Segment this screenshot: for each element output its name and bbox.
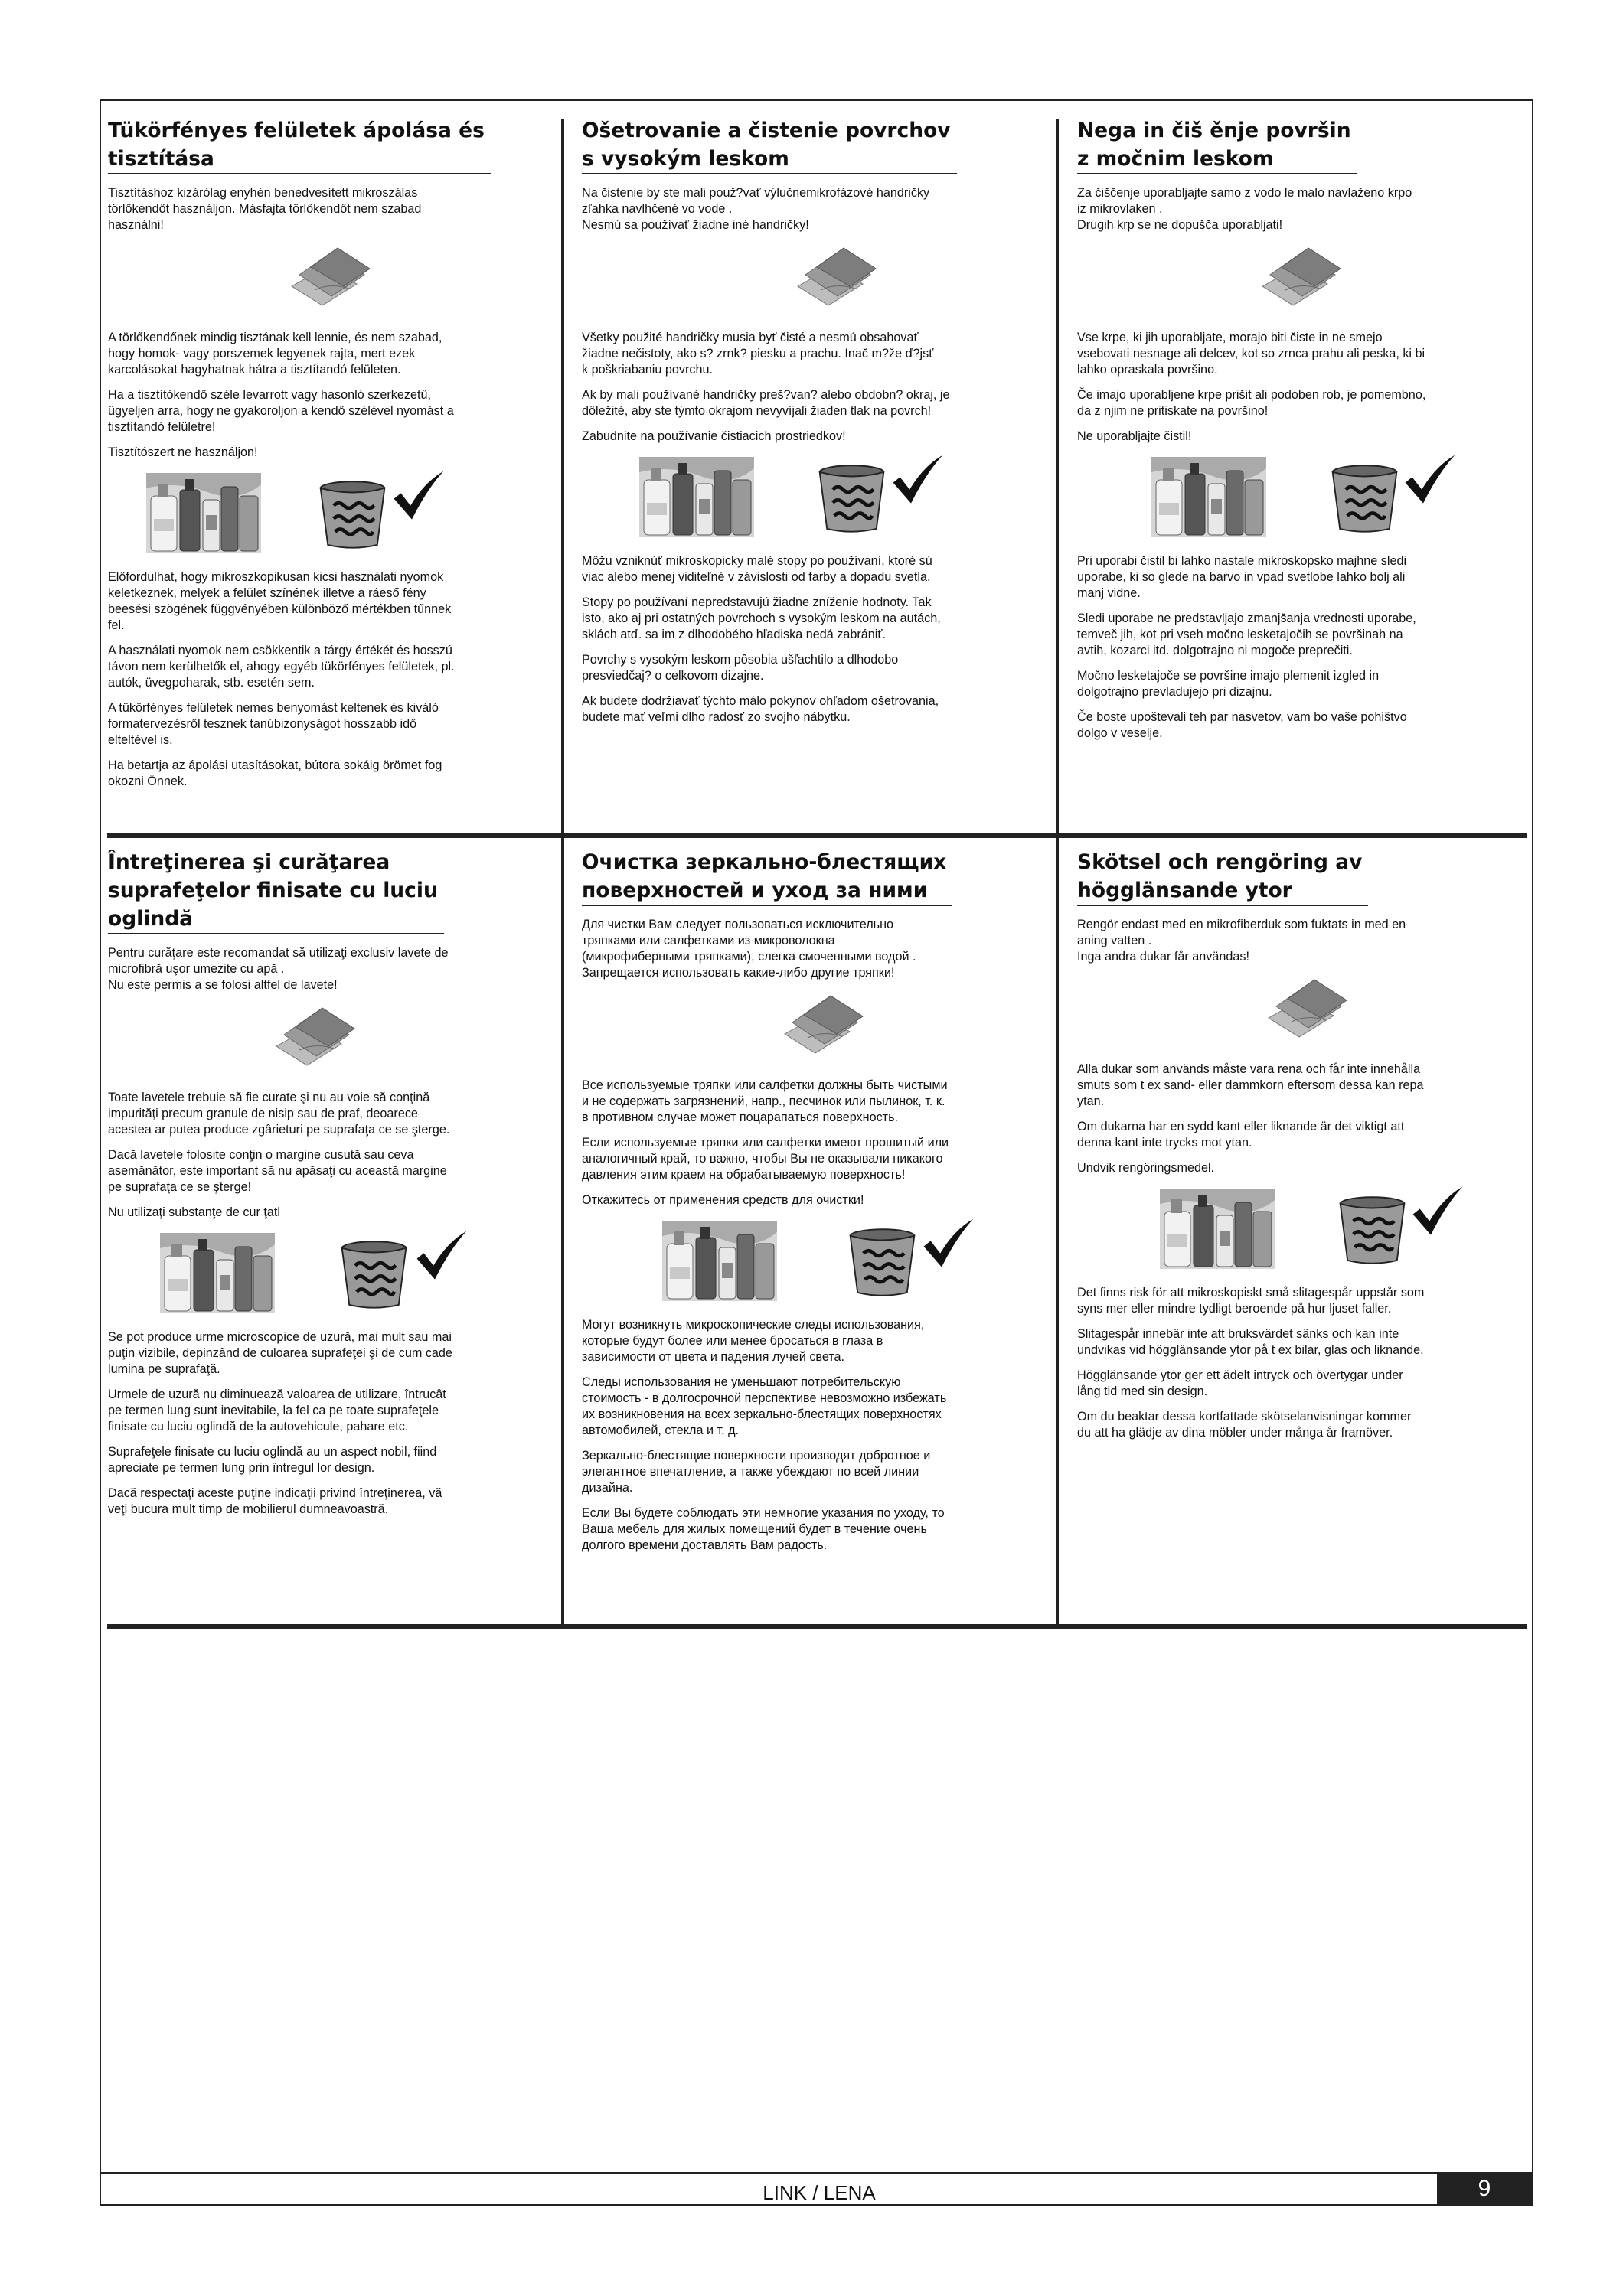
checkmark-icon	[890, 452, 945, 507]
section-title: Очистка зеркально-блестящих поверхностей и уход за ними	[582, 848, 1049, 906]
cleaning-figure	[1077, 452, 1529, 546]
paragraph: Povrchy s vysokým leskom pôsobia ušľachtilo a dlhodobo presviedčaj? o celkovom dizajne.	[582, 653, 899, 683]
microfiber-cloth-icon	[1261, 976, 1353, 1052]
cloth-figure	[1077, 241, 1529, 324]
paragraph: Slitagespår innebär inte att bruksvärdet sänks och kan inte undvikas vid högglänsande ytor på t ex bilar, glas och liknande.	[1077, 1327, 1424, 1357]
section-title: Ošetrovanie a čistenie povrchov s vysokým leskom	[582, 116, 1049, 174]
paragraph: A törlőkendőnek mindig tisztának kell lennie, és nem szabad, hogy homok- vagy porszemek legyenek rajta, mert ezek karcolásokat hagyhatnak hátra a tisztítandó felületen.	[108, 331, 442, 377]
paragraph: Если используемые тряпки или салфетки имеют прошитый или аналогичный край, то важно, чтобы Вы не оказывали никакого давления этим краем на обрабатываемую поверхность!	[582, 1136, 949, 1182]
section-swedish	[1077, 848, 1529, 1621]
cleaning-products-icon	[662, 1221, 777, 1301]
paragraph: Om du beaktar dessa kortfattade skötselanvisningar kommer du att ha glädje av dina möbler under många år framöver.	[1077, 1410, 1412, 1440]
divider-vertical-4	[1056, 838, 1059, 1629]
paragraph: Зеркально-блестящие поверхности производят добротное и элегантное впечатление, а также убеждают по всей линии дизайна.	[582, 1449, 931, 1495]
paragraph: Alla dukar som används måste vara rena och får inte innehålla smuts som t ex sand- eller dammkorn eftersom dessa kan repa ytan.	[1077, 1062, 1424, 1108]
cleaning-figure	[108, 468, 556, 562]
cleaning-figure	[108, 1228, 556, 1322]
paragraph: Ha a tisztítókendő széle levarrott vagy hasonló szerkezetű, ügyeljen arra, hogy ne gyakoroljon a kendő szélével nyomást a tisztítandó felületre!	[108, 388, 454, 434]
cloth-figure	[108, 241, 556, 324]
warning-text: Tisztítószert ne használjon!	[108, 445, 258, 459]
section-slovak	[582, 116, 1049, 828]
paragraph: A tükörfényes felületek nemes benyomást keltenek és kiváló formatervezésről tesznek tanúbizonyságot hosszabb idő elteltével is.	[108, 701, 439, 747]
cleaning-products-icon	[1151, 457, 1266, 537]
paragraph: Stopy po používaní nepredstavujú žiadne zníženie hodnoty. Tak isto, ako aj pri ostatných povrchoch s vysokým leskom na autách, sklách atď. sa im z dlhodobého hľadiska nedá zabrániť.	[582, 595, 941, 641]
intro-text: Для чистки Вам следует пользоваться исключительно тряпками или салфетками из микроволокна (микрофиберными тряпками), слегка смоченными водой . Запрещается использовать какие-либо другие тряпки!	[582, 918, 916, 980]
paragraph: Ak by mali používané handričky preš?van? alebo obdobn? okraj, je dôležité, aby ste týmto okrajom nevyvíjali žiaden tlak na povrch!	[582, 388, 950, 418]
paragraph: Če imajo uporabljene krpe prišit ali podoben rob, je pomembno, da z njim ne pritiskate na površino!	[1077, 388, 1426, 418]
checkmark-icon	[1410, 1184, 1465, 1239]
cleaning-figure	[582, 452, 1049, 546]
paragraph: Vse krpe, ki jih uporabljate, morajo biti čiste in ne smejo vsebovati nesnage ali delcev, kot so zrnca prahu ali peska, ki bi lahko opraskala površino.	[1077, 331, 1425, 377]
checkmark-icon	[391, 468, 446, 523]
paragraph: A használati nyomok nem csökkentik a tárgy értékét és hosszú távon nem kerülhetők el, ahogy egyéb tükörfényes felületek, pl. autók, üvegpoharak, stb. esetén sem.	[108, 644, 455, 690]
cleaning-figure	[582, 1216, 1049, 1309]
intro-text: Za čiščenje uporabljajte samo z vodo le malo navlaženo krpo iz mikrovlaken . Drugih krp se ne dopušča uporabljati!	[1077, 186, 1412, 232]
paragraph: Môžu vzniknúť mikroskopicky malé stopy po používaní, ktoré sú viac alebo menej viditeľné v závislosti od farby a dopadu svetla.	[582, 554, 932, 584]
section-romanian	[108, 848, 556, 1621]
paragraph: Все используемые тряпки или салфетки должны быть чистыми и не содержать загрязнений, напр., песчинок или пылинок, т. к. в противном случае может поцарапаться поверхность.	[582, 1078, 948, 1124]
warning-text: Zabudnite na používanie čistiacich prostriedkov!	[582, 429, 846, 443]
section-russian	[582, 848, 1049, 1621]
cloth-figure	[1077, 973, 1529, 1055]
paragraph: Pri uporabi čistil bi lahko nastale mikroskopsko majhne sledi uporabe, ki so glede na barvo in vpad svetlobe lahko bolj ali manj vidne.	[1077, 554, 1407, 600]
cleaning-products-icon	[146, 473, 261, 553]
paragraph: Sledi uporabe ne predstavljajo zmanjšanja vrednosti uporabe, temveč jih, kot pri vseh močno lesketajočih se površinah na avtih, kozarci itd. dolgotrajno ni mogoče preprečiti.	[1077, 612, 1416, 657]
paragraph: Högglänsande ytor ger ett ädelt intryck och övertygar under lång tid med sin design.	[1077, 1368, 1403, 1398]
warning-text: Nu utilizaţi substanţe de cur ţatl	[108, 1205, 280, 1219]
cleaning-figure	[1077, 1184, 1529, 1277]
water-bucket-icon	[815, 460, 888, 536]
water-bucket-icon	[1336, 1192, 1409, 1268]
microfiber-cloth-icon	[777, 992, 869, 1068]
divider-vertical-1	[561, 119, 564, 836]
paragraph: Могут возникнуть микроскопические следы использования, которые будут более или менее бросаться в глаза в зависимости от цвета и падения лучей света.	[582, 1318, 925, 1364]
cloth-figure	[108, 1001, 556, 1084]
section-title: Tükörfényes felületek ápolása és tisztítása	[108, 116, 556, 174]
intro-text: Tisztításhoz kizárólag enyhén benedvesített mikroszálas törlőkendőt használjon. Másfajta törlőkendőt nem szabad használni!	[108, 186, 422, 232]
warning-text: Откажитесь от применения средств для очистки!	[582, 1193, 864, 1207]
cleaning-products-icon	[639, 457, 754, 537]
paragraph: Dacă respectaţi aceste puţine indicaţii privind întreţinerea, vă veţi bucura mult timp de mobilierul dumneavoastră.	[108, 1486, 442, 1516]
divider-horizontal-1	[107, 833, 1527, 838]
paragraph: Следы использования не уменьшают потребительскую стоимость - в долгосрочной перспективе невозможно избежать их возникновения на всех зеркально-блестящих поверхностях автомобилей, стекла и т. д.	[582, 1375, 947, 1437]
paragraph: Ak budete dodržiavať týchto málo pokynov ohľadom ošetrovania, budete mať veľmi dlho radosť zo svojho nábytku.	[582, 694, 939, 724]
paragraph: Если Вы будете соблюдать эти немногие указания по уходу, то Ваша мебель для жилых помещений будет в течение очень долгого времени доставлять Вам радость.	[582, 1506, 945, 1552]
cloth-figure	[582, 241, 1049, 324]
cloth-figure	[582, 989, 1049, 1071]
divider-vertical-3	[561, 838, 564, 1629]
section-title: Skötsel och rengöring av högglänsande ytor	[1077, 848, 1529, 906]
cleaning-products-icon	[160, 1233, 275, 1313]
warning-text: Undvik rengöringsmedel.	[1077, 1161, 1215, 1175]
page-number: 9	[1437, 2174, 1532, 2204]
paragraph: Om dukarna har en sydd kant eller liknande är det viktigt att denna kant inte trycks mot ytan.	[1077, 1120, 1405, 1150]
paragraph: Dacă lavetele folosite conţin o margine cusută sau ceva asemănător, este important să nu apăsaţi cu această margine pe suprafaţa ce se şterge!	[108, 1148, 447, 1194]
water-bucket-icon	[316, 476, 389, 553]
cleaning-products-icon	[1160, 1189, 1275, 1269]
divider-horizontal-2	[107, 1624, 1527, 1629]
water-bucket-icon	[846, 1224, 919, 1300]
intro-text: Pentru curăţare este recomandat să utilizaţi exclusiv lavete de microfibră uşor umezite cu apă . Nu este permis a se folosi altfel de lavete!	[108, 946, 449, 992]
microfiber-cloth-icon	[269, 1004, 361, 1081]
paragraph: Močno lesketajoče se površine imajo plemenit izgled in dolgotrajno prevladujejo pri dizajnu.	[1077, 669, 1380, 699]
intro-text: Rengör endast med en mikrofiberduk som fuktats in med en aning vatten . Inga andra dukar får användas!	[1077, 918, 1406, 964]
water-bucket-icon	[338, 1236, 410, 1313]
section-hungarian	[108, 116, 556, 828]
paragraph: Det finns risk för att mikroskopiskt små slitagespår uppstår som syns mer eller mindre tydligt beroende på hur ljuset faller.	[1077, 1286, 1425, 1316]
microfiber-cloth-icon	[284, 244, 376, 321]
checkmark-icon	[1403, 452, 1458, 507]
paragraph: Urmele de uzură nu diminuează valoarea de utilizare, întrucât pe termen lung sunt inevitabile, la fel ca pe toate suprafeţele finisate cu luciu oglindă de la autovehicule, pahare etc.	[108, 1388, 446, 1433]
water-bucket-icon	[1328, 460, 1401, 536]
section-slovenian	[1077, 116, 1529, 828]
checkmark-icon	[921, 1216, 976, 1271]
intro-text: Na čistenie by ste mali použ?vať výlučnemikrofázové handričky zľahka navlhčené vo vode . Nesmú sa používať žiadne iné handričky!	[582, 186, 930, 232]
divider-vertical-2	[1056, 119, 1059, 836]
microfiber-cloth-icon	[1255, 244, 1347, 321]
paragraph: Če boste upoštevali teh par nasvetov, vam bo vaše pohištvo dolgo v veselje.	[1077, 710, 1407, 740]
section-title: Nega in čiš ěnje površin z močnim leskom	[1077, 116, 1529, 174]
microfiber-cloth-icon	[790, 244, 882, 321]
warning-text: Ne uporabljajte čistil!	[1077, 429, 1192, 443]
paragraph: Ha betartja az ápolási utasításokat, bútora sokáig örömet fog okozni Önnek.	[108, 758, 442, 788]
paragraph: Se pot produce urme microscopice de uzură, mai mult sau mai puţin vizibile, depinzând de culoarea suprafeţei şi de cum cade lumina pe suprafaţă.	[108, 1330, 452, 1376]
footer-divider	[100, 2172, 1533, 2174]
paragraph: Toate lavetele trebuie să fie curate şi nu au voie să conţină impurităţi precum granule de nisip sau de praf, deoarece acestea ar putea produce zgârieturi pe suprafaţa ce se şterge.	[108, 1091, 450, 1137]
paragraph: Všetky použité handričky musia byť čisté a nesmú obsahovať žiadne nečistoty, ako s? zrnk? piesku a prachu. Inač m?že ď?jsť k poškriabaniu povrchu.	[582, 331, 934, 377]
footer-label: LINK / LENA	[763, 2181, 876, 2204]
paragraph: Előfordulhat, hogy mikroszkopikusan kicsi használati nyomok keletkeznek, melyek a felület színének illetve a ráeső fény beesési szögének függvényében különböző mértékben tűnnek fel.	[108, 570, 452, 632]
paragraph: Suprafeţele finisate cu luciu oglindă au un aspect nobil, fiind apreciate pe termen lung prin întregul lor design.	[108, 1445, 437, 1475]
section-title: Întreţinerea şi curăţarea suprafeţelor finisate cu luciu oglindă	[108, 848, 556, 934]
checkmark-icon	[414, 1228, 469, 1283]
